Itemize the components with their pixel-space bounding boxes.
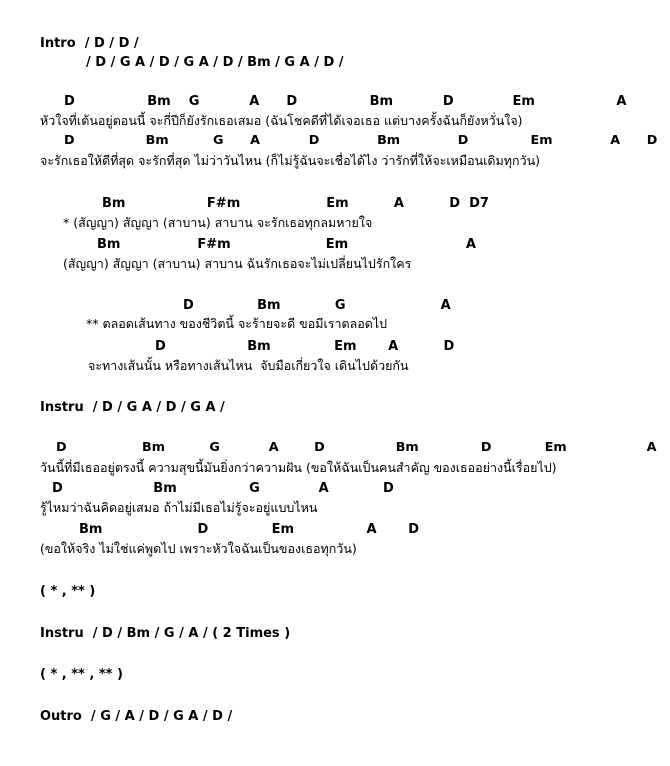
verse2-lyric-2: รู้ไหมว่าฉันคิดอยู่เสมอ ถ้าไม่มีเธอไม่รู้จะอยู่แบบไหน bbox=[40, 500, 318, 515]
verse2-chords-1: D Bm G A D Bm D Em A bbox=[56, 440, 657, 455]
verse1-chords-1: D Bm G A D Bm D Em A bbox=[64, 94, 627, 109]
instru-line-2: Instru / D / Bm / G / A / ( 2 Times ) bbox=[40, 626, 291, 641]
chorus2-chords-1: D Bm G A bbox=[183, 298, 451, 313]
chorus2-lyric-1: ** ตลอดเส้นทาง ของชีวิตนี้ จะร้ายจะดี ขอมีเราตลอดไป bbox=[86, 316, 388, 331]
verse1-lyric-2: จะรักเธอให้ดีที่สุด จะรักที่สุด ไม่ว่าวันไหน (ก็ไม่รู้ฉันจะเชื่อได้ไง ว่ารักที่ให้จะเหมือนเดิมทุกวัน) bbox=[40, 153, 541, 168]
chorus2-lyric-2: จะทางเส้นนั้น หรือทางเส้นไหน จับมือเกี่ยวใจ เดินไปด้วยกัน bbox=[88, 358, 409, 373]
chorus1-lyric-1: * (สัญญา) สัญญา (สาบาน) สาบาน จะรักเธอทุกลมหายใจ bbox=[63, 215, 373, 230]
verse2-chords-3: Bm D Em A D bbox=[79, 522, 420, 537]
chorus1-chords-2: Bm F#m Em A bbox=[97, 237, 476, 252]
verse2-lyric-3: (ขอให้จริง ไม่ใช่แค่พูดไป เพราะหัวใจฉันเป็นของเธอทุกวัน) bbox=[40, 541, 357, 556]
verse2-chords-2: D Bm G A D bbox=[52, 481, 394, 496]
chorus2-chords-2: D Bm Em A D bbox=[155, 339, 455, 354]
repeat-line-1: ( * , ** ) bbox=[40, 584, 96, 599]
intro-line-2: / D / G A / D / G A / D / Bm / G A / D / bbox=[86, 55, 344, 70]
repeat-line-2: ( * , ** , ** ) bbox=[40, 667, 123, 682]
verse2-lyric-1: วันนี้ที่มีเธออยู่ตรงนี้ ความสุขนี้มันยิ่งกว่าความฝัน (ขอให้ฉันเป็นคนสำคัญ ของเธออย่างนี้เรื่อยไป) bbox=[40, 460, 557, 475]
chorus1-lyric-2: (สัญญา) สัญญา (สาบาน) สาบาน ฉันรักเธอจะไม่เปลี่ยนไปรักใคร bbox=[63, 256, 412, 271]
verse1-chords-2: D Bm G A D Bm D Em A D bbox=[64, 133, 658, 148]
chorus1-chords-1: Bm F#m Em A D D7 bbox=[102, 196, 489, 211]
instru-line-1: Instru / D / G A / D / G A / bbox=[40, 400, 225, 415]
verse1-lyric-1: หัวใจที่เต้นอยู่ตอนนี้ จะกี่ปีก็ยังรักเธอเสมอ (ฉันโชคดีที่ได้เจอเธอ แต่บางครั้งฉันก็ยังหวั่นใจ) bbox=[40, 113, 523, 128]
intro-line-1: Intro / D / D / bbox=[40, 36, 139, 51]
outro-line: Outro / G / A / D / G A / D / bbox=[40, 709, 233, 724]
